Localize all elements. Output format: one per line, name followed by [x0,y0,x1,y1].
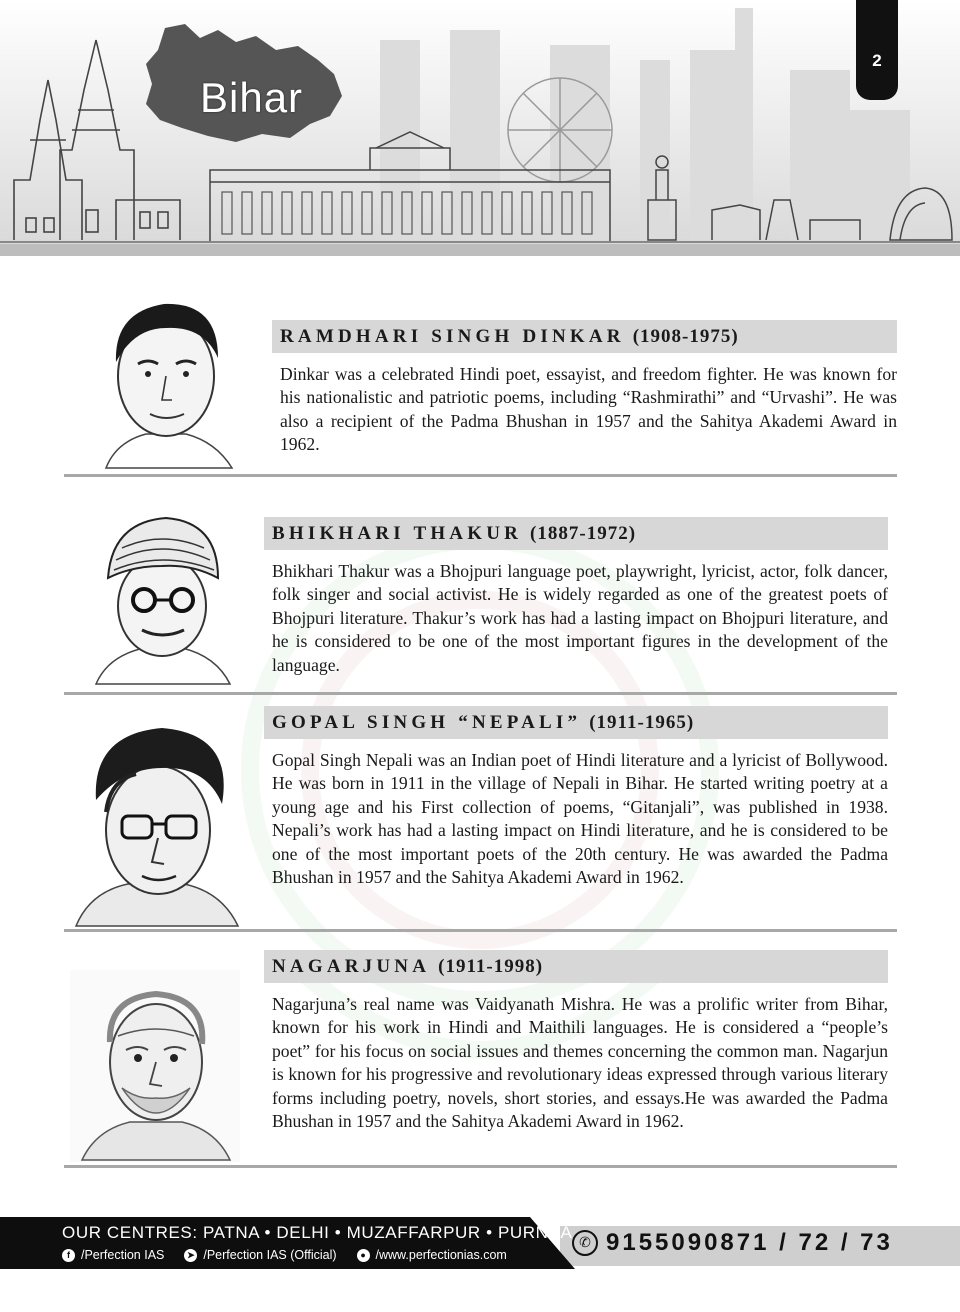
portrait-dinkar [86,292,246,472]
heading-nagarjuna [264,950,888,983]
entry-divider [64,1165,897,1168]
centres-list: OUR CENTRES: PATNA • DELHI • MUZAFFARPUR • PURNEA [62,1223,573,1242]
person-years: (1911-1965) [589,711,695,733]
person-name: BHIKHARI THAKUR [272,522,523,544]
facebook-link[interactable]: /Perfection IAS [81,1248,165,1262]
person-name: RAMDHARI SINGH DINKAR [280,325,625,347]
telegram-icon: ➤ [184,1249,197,1262]
bio-text: Gopal Singh Nepali was an Indian poet of Hindi literature and a lyricist of Bollywood. He was born in 1911 in the village of Nepali in Bihar. He started writing poetry at a young age and his First collection of poems, “Gitanjali”, was published in 1938. Nepali’s work has had a lasting impact on Hindi literature, and he is considered to be one of the most important poets of the 20th century. He was awarded the Padma Bhushan in 1957 and the Sahitya Akademi Award in 1962. [272,750,888,888]
website-link[interactable]: /www.perfectionias.com [375,1248,507,1262]
person-name: NAGARJUNA [272,955,431,977]
bio-text: Dinkar was a celebrated Hindi poet, essayist, and freedom fighter. He was known for his nationalistic and patriotic poems, including “Rashmirathi” and “Urvashi”. He was also a recipient of the Padma Bhushan in 1957 and the Sahitya Akademi Award in 1962. [280,364,897,455]
page-number: 2 [872,51,882,70]
portrait-nepali [66,720,246,930]
entry-divider [64,929,897,932]
state-title: Bihar [200,74,304,121]
heading-dinkar [272,320,897,353]
portrait-thakur [82,508,242,688]
bio-text: Nagarjuna’s real name was Vaidyanath Mishra. He was a prolific writer from Bihar, known for his work in Hindi and Maithili languages. He is considered a “people’s poet” for his focus on social issues and themes concerning the common man. Nagarjun is known for his progressive and revolutionary ideas expressed through various literary forms including poetry, novels, short stories, and essays.He was awarded the Padma Bhushan in 1957 and the Sahitya Akademi Award in 1962. [272,994,888,1132]
telegram-link[interactable]: /Perfection IAS (Official) [203,1248,337,1262]
footer [0,1217,960,1312]
globe-icon: ● [357,1249,370,1262]
page-number-tab [856,0,898,100]
phone-contact [572,1229,893,1257]
heading-nepali [264,706,888,739]
person-name: GOPAL SINGH “NEPALI” [272,711,582,733]
facebook-icon: f [62,1249,75,1262]
person-years: (1911-1998) [438,955,544,977]
phone-icon: ✆ [572,1230,598,1256]
social-links [62,1248,507,1262]
person-years: (1908-1975) [632,325,739,347]
person-years: (1887-1972) [530,522,637,544]
header-banner [0,0,960,256]
skyline-illustration [0,0,960,256]
heading-thakur [264,517,888,550]
banner-base-strip [0,244,960,256]
phone-number[interactable]: 9155090871 / 72 / 73 [606,1229,893,1256]
entry-divider [64,474,897,477]
entry-divider [64,692,897,695]
portrait-nagarjuna [70,970,240,1162]
bio-text: Bhikhari Thakur was a Bhojpuri language poet, playwright, lyricist, actor, folk dancer, folk singer and social activist. He is widely regarded as one of the greatest poets of Bhojpuri literature. Thakur’s work has had a lasting impact on Bhojpuri literature, and he is considered to be one of the most important figures in the development of the language. [272,561,888,675]
